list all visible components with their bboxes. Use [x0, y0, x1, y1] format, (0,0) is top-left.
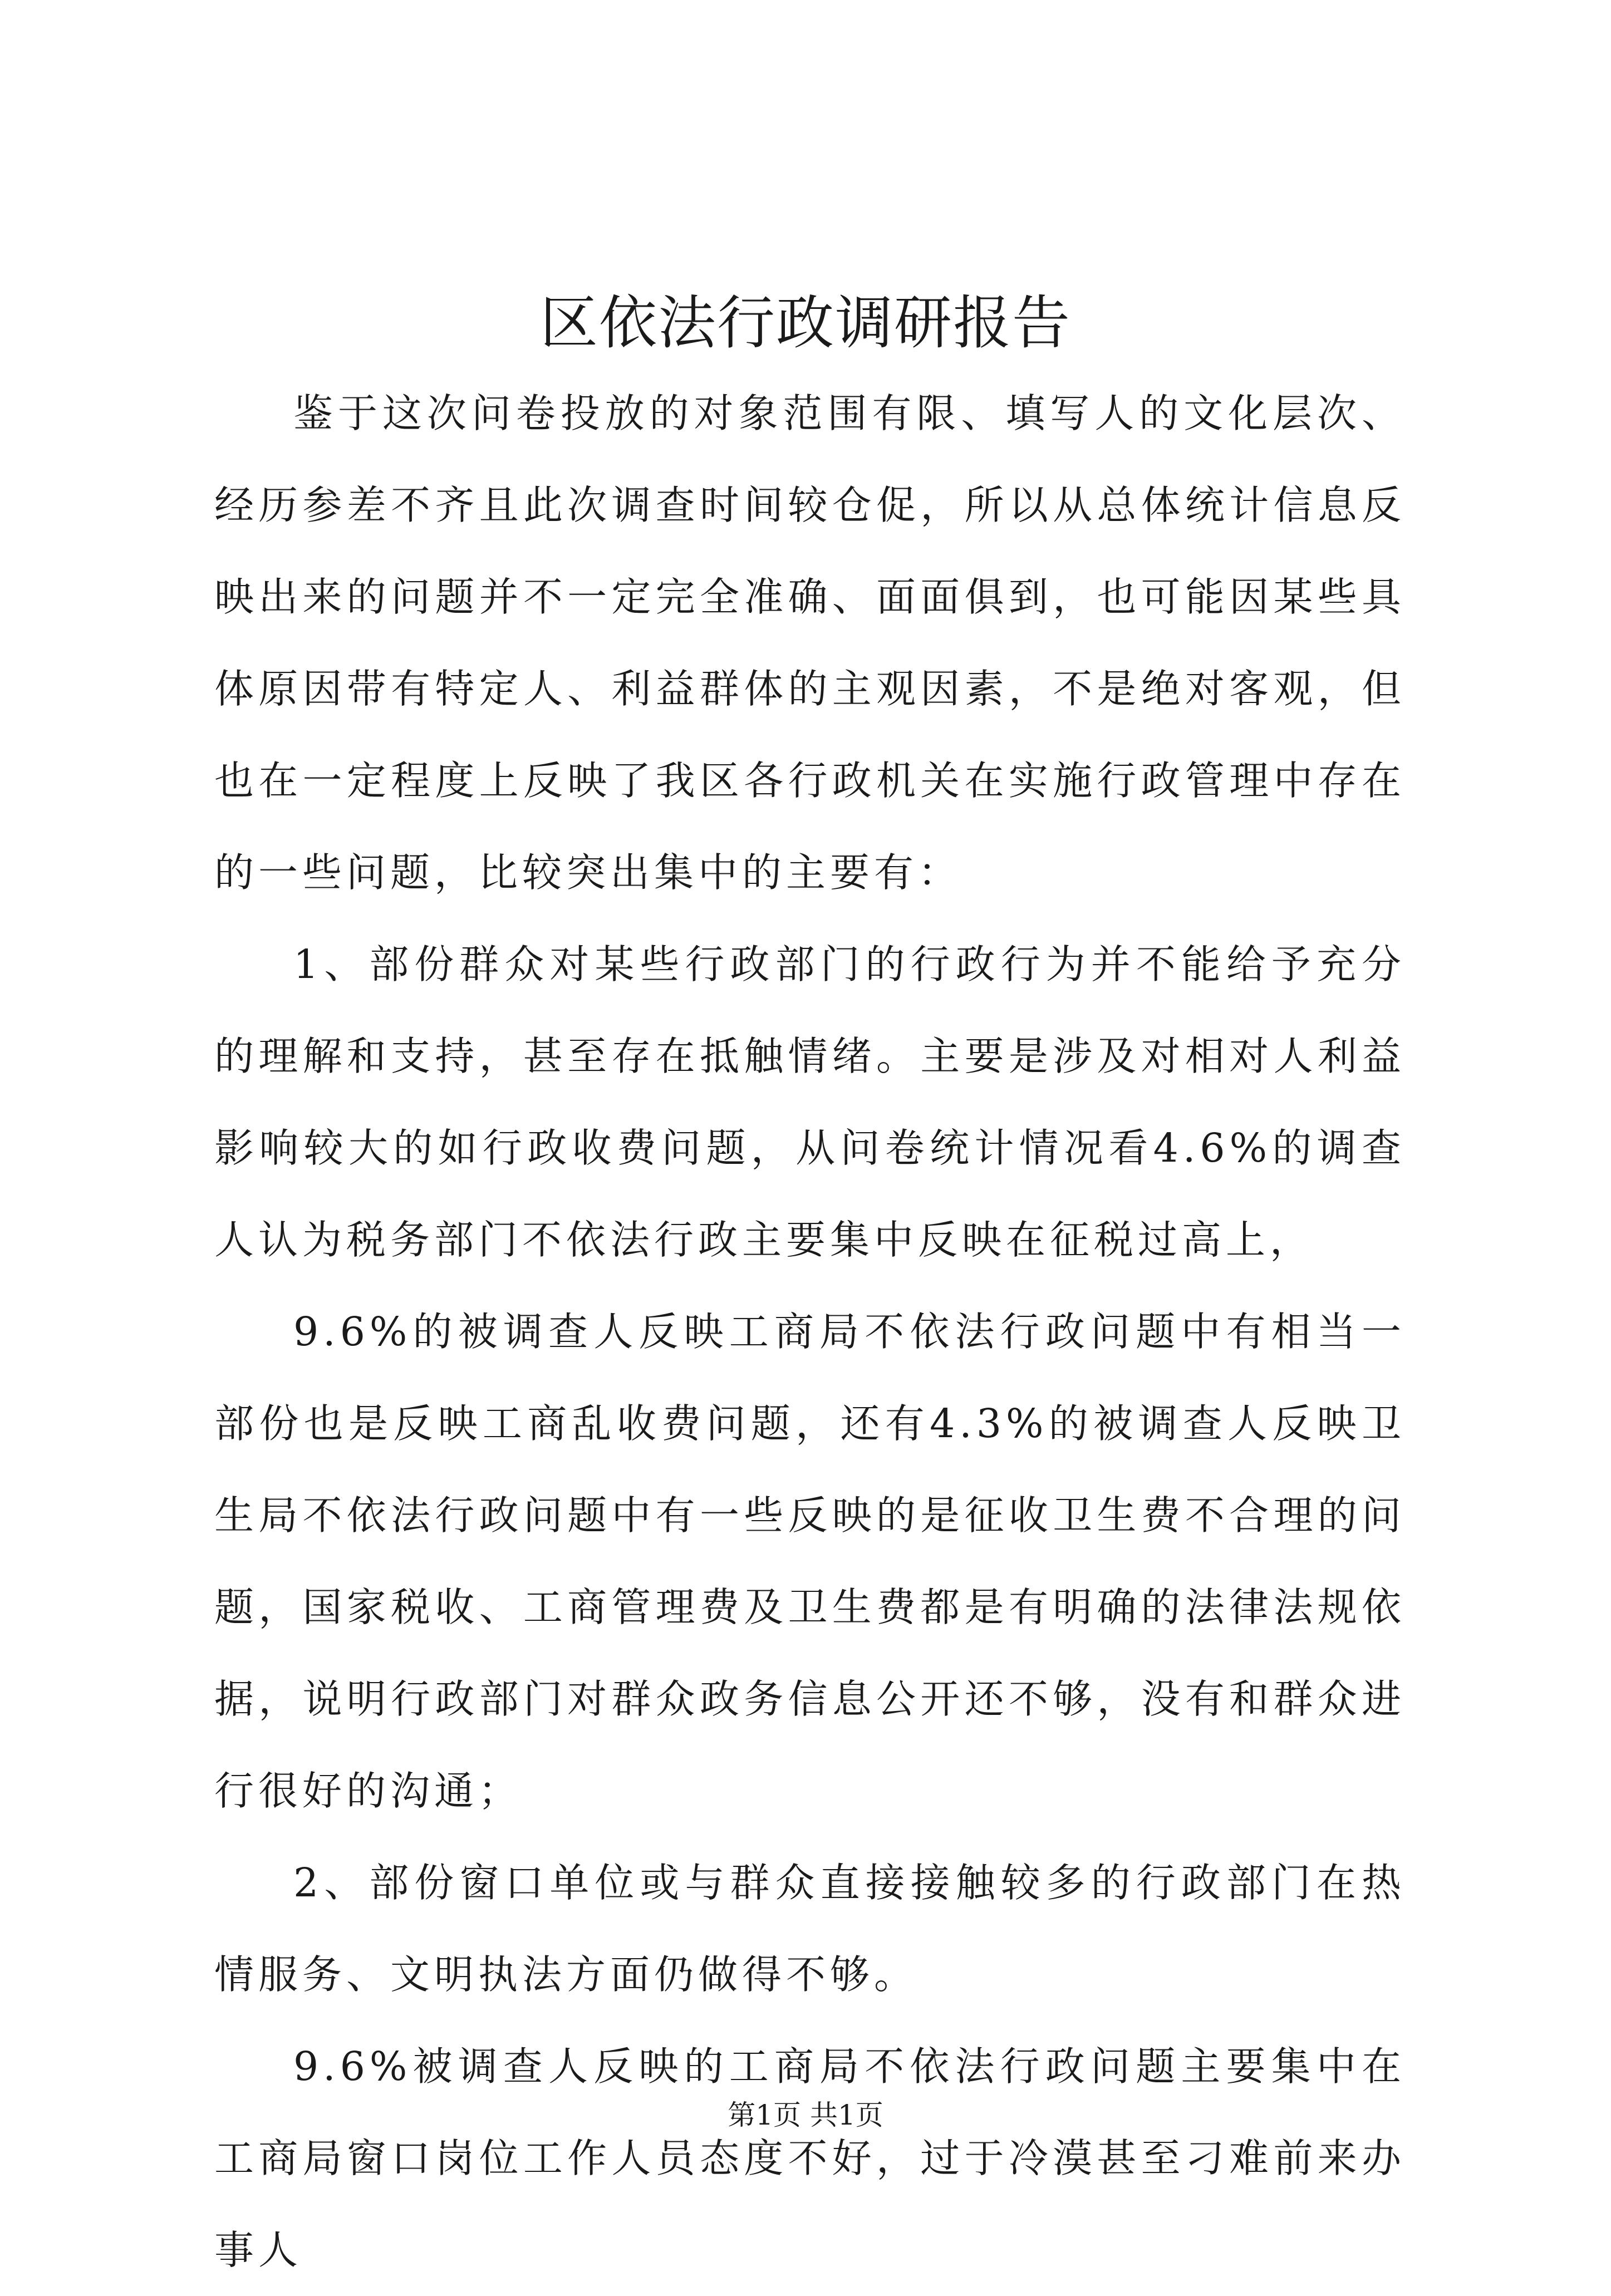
paragraph-point-2-detail: 9.6%被调查人反映的工商局不依法行政问题主要集中在工商局窗口岗位工作人员态度不好，过于冷漠甚至刁难前来办事人 — [214, 2043, 1406, 2273]
paragraph-point-2: 2、部份窗口单位或与群众直接接触较多的行政部门在热情服务、文明执法方面仍做得不够。 — [214, 1860, 1406, 1998]
paragraph-point-1: 1、部份群众对某些行政部门的行政行为并不能给予充分的理解和支持，甚至存在抵触情绪。主要是涉及对相对人利益影响较大的如行政收费问题，从问卷统计情况看4.6%的调查人认为税务部门不依法行政主要集中反映在征税过高上， — [214, 941, 1406, 1263]
document-title: 区依法行政调研报告 — [539, 289, 1071, 357]
document-body — [214, 367, 1406, 2296]
paragraph-intro: 鉴于这次问卷投放的对象范围有限、填写人的文化层次、经历参差不齐且此次调查时间较仓促，所以从总体统计信息反映出来的问题并不一定完全准确、面面俱到，也可能因某些具体原因带有特定人、利益群体的主观因素，不是绝对客观，但也在一定程度上反映了我区各行政机关在实施行政管理中存在的一些问题，比较突出集中的主要有： — [214, 390, 1406, 896]
paragraph-point-1-detail: 9.6%的被调查人反映工商局不依法行政问题中有相当一部份也是反映工商乱收费问题，还有4.3%的被调查人反映卫生局不依法行政问题中有一些反映的是征收卫生费不合理的问题，国家税收、工商管理费及卫生费都是有明确的法律法规依据，说明行政部门对群众政务信息公开还不够，没有和群众进行很好的沟通； — [214, 1309, 1406, 1814]
page-footer: 第1页 共1页 — [728, 2099, 883, 2131]
